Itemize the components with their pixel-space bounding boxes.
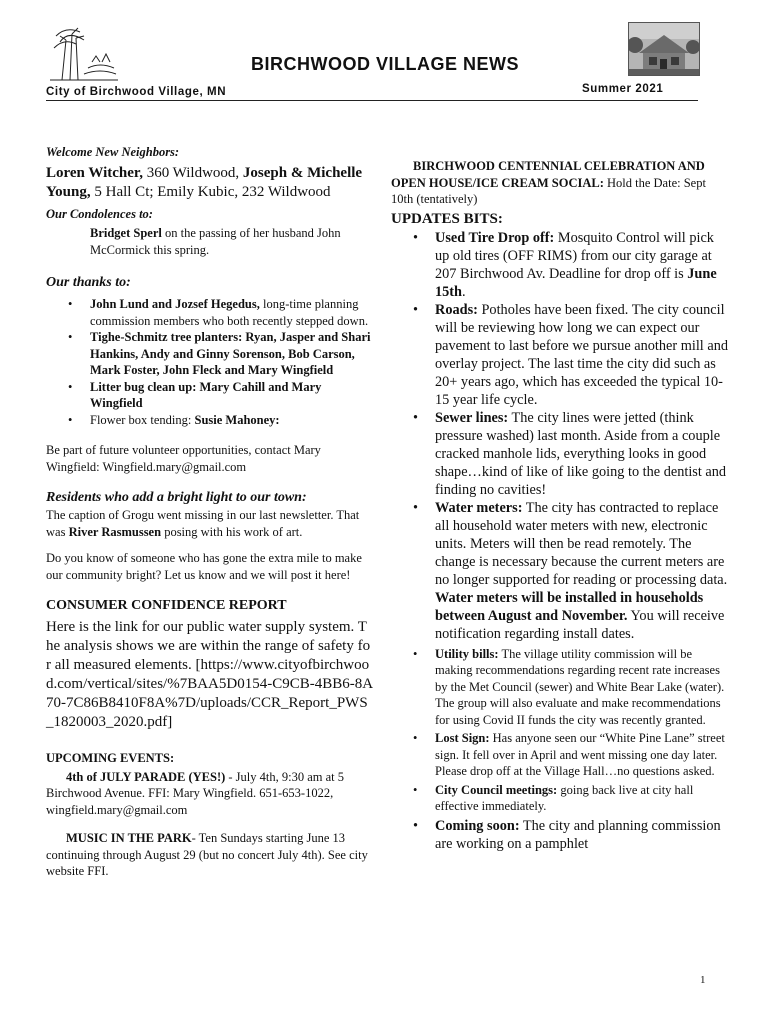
list-item: • Coming soon: The city and planning commission are working on a pamphlet bbox=[413, 817, 721, 852]
list-item: • Litter bug clean up: Mary Cahill and Mary Wingfield bbox=[68, 379, 322, 410]
updates-list-end bbox=[391, 817, 731, 853]
thanks-heading: Our thanks to: bbox=[46, 275, 131, 290]
ccr-heading: CONSUMER CONFIDENCE REPORT bbox=[46, 598, 287, 613]
centennial-text: BIRCHWOOD CENTENNIAL CELEBRATION AND OPEN HOUSE/ICE CREAM SOCIAL: Hold the Date: Sept 10th (tentatively) bbox=[391, 159, 706, 206]
left-column bbox=[46, 144, 374, 880]
right-column bbox=[391, 158, 731, 853]
thanks-list bbox=[46, 296, 374, 428]
list-item: • Utility bills: The village utility commission will be making recommendations regarding recent rate increases by the Met Council (sewer) and White Bear Lake (water). The group will also evaluate and make recommendations for using Covid II funds the city was recently granted. bbox=[413, 646, 725, 727]
updates-list bbox=[391, 229, 731, 643]
list-item: • Roads: Potholes have been fixed. The city council will be reviewing how long we can expect our pavement to last before we pursue another mill and overlay project. The last time the city did such as 20+ years ago, which has exceeded the typical 10-15 year life cycle. bbox=[413, 301, 728, 408]
list-item: • Sewer lines: The city lines were jetted (think pressure washed) last month. Aside from a couple cracked manhole lids, everything looks in good shape…kind of like of like going to the dentist and finding no cavities! bbox=[413, 409, 727, 498]
list-item: • Lost Sign: Has anyone seen our “White Pine Lane” street sign. It fell over in April and went missing one day later. Please drop off at the Village Hall…no questions asked. bbox=[413, 731, 725, 778]
page-number: 1 bbox=[700, 974, 706, 986]
updates-list-small bbox=[391, 646, 731, 815]
condolences-text: Bridget Sperl on the passing of her husband John McCormick this spring. bbox=[90, 226, 341, 257]
city-name: City of Birchwood Village, MN bbox=[46, 86, 227, 98]
updates-heading: UPDATES BITS: bbox=[391, 210, 503, 227]
ccr-text: Here is the link for our public water supply system. The analysis shows we are within the range of safety for all measured elements. [https://www.cityofbirchwood.com/vertical/sites/%7BAA5D0154-C9CB-4BB6-8A70-7C86B8410F8A%7D/uploads/CCR_Report_PWS_1820003_2020.pdf] bbox=[46, 619, 374, 730]
list-item: • City Council meetings: going back live at city hall effective immediately. bbox=[413, 782, 694, 813]
list-item: • John Lund and Jozsef Hegedus, long-time planning commission members who both recently stepped down. bbox=[68, 297, 369, 328]
residents-text: The caption of Grogu went missing in our last newsletter. That was River Rasmussen posing with his work of art. bbox=[46, 508, 360, 539]
events-heading: UPCOMING EVENTS: bbox=[46, 751, 175, 765]
residents-heading: Residents who add a bright light to our town: bbox=[46, 490, 307, 505]
welcome-heading: Welcome New Neighbors: bbox=[46, 145, 180, 159]
newsletter-title: BIRCHWOOD VILLAGE NEWS bbox=[251, 54, 519, 74]
issue-date: Summer 2021 bbox=[582, 83, 664, 95]
parade-text: 4th of JULY PARADE (YES!) - July 4th, 9:30 am at 5 Birchwood Avenue. FFI: Mary Wingfield. 651-653-1022, wingfield.mary@gmail.com bbox=[46, 769, 345, 817]
list-item: • Tighe-Schmitz tree planters: Ryan, Jasper and Shari Hankins, Andy and Ginny Sorenson, Bob Carson, Mark Foster, John Fleck and Mary Wingfield bbox=[68, 330, 371, 377]
list-item: • Used Tire Drop off: Mosquito Control will pick up old tires (OFF RIMS) from our city garage at 207 Birchwood Av. Deadline for drop off is June 15th. bbox=[413, 229, 717, 300]
list-item: • Flower box tending: Susie Mahoney: bbox=[68, 412, 280, 427]
welcome-text: Loren Witcher, 360 Wildwood, Joseph & Michelle Young, 5 Hall Ct; Emily Kubic, 232 Wildwood bbox=[46, 164, 363, 200]
header-rule bbox=[46, 100, 698, 101]
condolences-heading: Our Condolences to: bbox=[46, 206, 153, 221]
list-item: • Water meters: The city has contracted to replace all household water meters with new, electronic units. Meters will then be read remotely. The change is necessary because the current meters are no longer supported for reading or processing data. Water meters will be installed in households between August and November. You will receive notification regarding install dates. bbox=[413, 499, 728, 642]
volunteer-text: Be part of future volunteer opportunities, contact Mary Wingfield: Wingfield.mary@gmail.com bbox=[46, 443, 321, 474]
residents-question: Do you know of someone who has gone the extra mile to make our community bright? Let us know and we will post it here! bbox=[46, 551, 362, 582]
music-text: MUSIC IN THE PARK- Ten Sundays starting June 13 continuing through August 29 (but no concert July 4th). See city website FFI. bbox=[46, 831, 368, 878]
